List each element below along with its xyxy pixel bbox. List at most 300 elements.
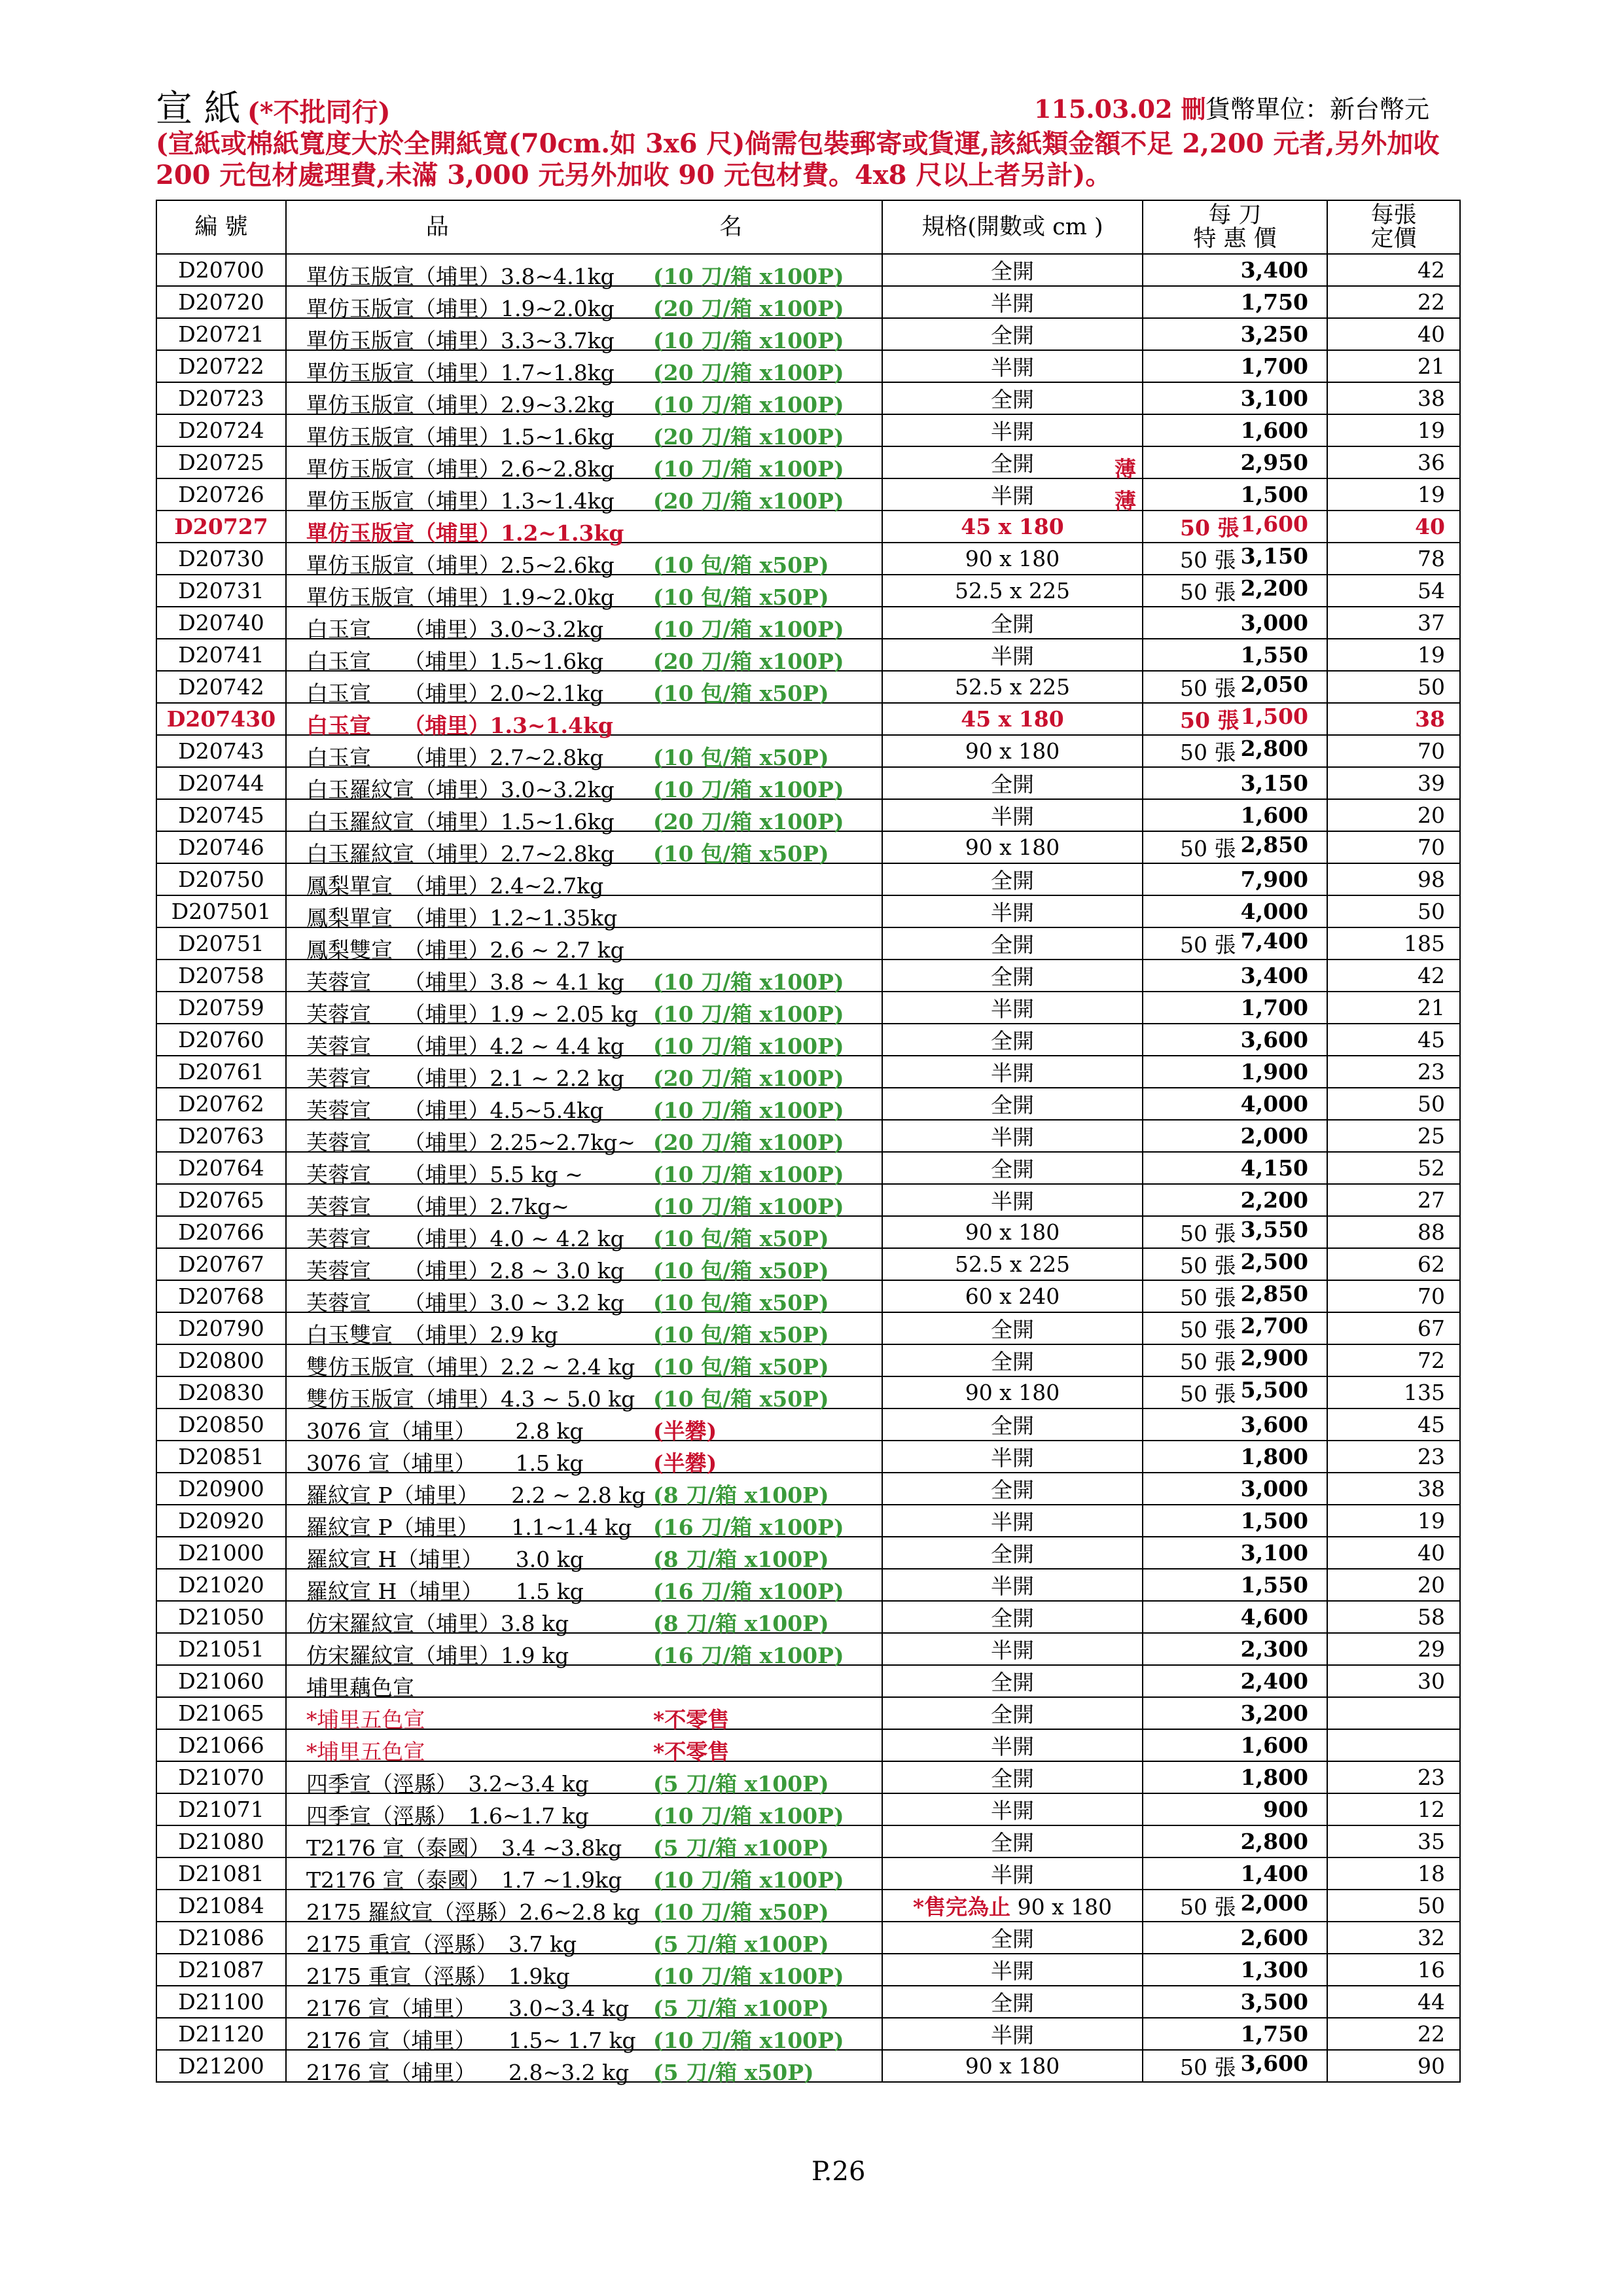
cell-price	[1143, 1986, 1327, 2018]
product-name: 羅紋宣 H（埔里） 3.0 kg	[306, 1547, 584, 1572]
cell-name	[286, 1793, 882, 1829]
cell-unit-price: 45	[1327, 1408, 1460, 1441]
cell-name	[286, 1248, 882, 1283]
cell-name	[286, 863, 882, 899]
spec-value: 半開	[991, 996, 1034, 1022]
cell-price	[1143, 1825, 1327, 1857]
price-value: 2,850	[1240, 832, 1308, 857]
cell-unit-price: 22	[1327, 286, 1460, 318]
cell-spec	[882, 1184, 1143, 1216]
price-wrap	[1147, 610, 1323, 636]
cell-unit-price: 70	[1327, 831, 1460, 863]
cell-spec	[882, 446, 1143, 478]
table-row	[156, 350, 1460, 382]
cell-name	[286, 382, 882, 418]
cell-unit-price	[1327, 1697, 1460, 1729]
price-value: 3,500	[1240, 1989, 1308, 2015]
cell-code: D20764	[156, 1152, 286, 1184]
product-name: 雙仿玉版宣（埔里）2.2 ~ 2.4 kg	[306, 1354, 635, 1380]
table-row	[156, 799, 1460, 831]
cell-spec	[882, 1697, 1143, 1729]
price-value: 3,550	[1240, 1217, 1308, 1242]
cell-code: D21071	[156, 1793, 286, 1825]
price-wrap	[1147, 928, 1323, 959]
spec-value: 半開	[991, 1862, 1034, 1888]
cell-price	[1143, 1216, 1327, 1248]
cell-unit-price: 40	[1327, 511, 1460, 543]
pack-info: (10 刀/箱 x100P)	[653, 456, 844, 482]
currency-unit: 貨幣單位：新台幣元	[1205, 95, 1430, 124]
price-value: 4,600	[1240, 1604, 1308, 1630]
cell-name	[286, 1922, 882, 1957]
spec-value: 全開	[991, 1413, 1034, 1439]
cell-unit-price: 21	[1327, 992, 1460, 1024]
cell-price	[1143, 639, 1327, 671]
spec-value: 半開	[991, 1958, 1034, 1984]
product-name: 白玉羅紋宣（埔里）1.5~1.6kg	[306, 809, 615, 834]
cell-spec	[882, 1024, 1143, 1056]
cell-spec	[882, 1761, 1143, 1793]
price-value: 3,250	[1240, 321, 1308, 347]
product-name: 芙蓉宣 （埔里）1.9 ~ 2.05 kg	[306, 1001, 638, 1027]
cell-code: D21120	[156, 2018, 286, 2050]
pack-info: (10 包/箱 x50P)	[653, 1386, 829, 1412]
pack-info: (20 刀/箱 x100P)	[653, 360, 844, 386]
product-name: 白玉宣 （埔里）2.0~2.1kg	[306, 681, 604, 706]
spec-value: 全開	[991, 868, 1034, 893]
cell-spec	[882, 414, 1143, 446]
cell-name	[286, 1120, 882, 1155]
product-name: 單仿玉版宣（埔里）1.9~2.0kg	[306, 296, 615, 321]
price-wrap	[1147, 642, 1323, 668]
cell-code: D20726	[156, 478, 286, 511]
price-wrap	[1147, 802, 1323, 828]
cell-code: D20768	[156, 1280, 286, 1312]
pack-info: (10 刀/箱 x100P)	[653, 1867, 844, 1893]
cell-spec	[882, 1216, 1143, 1248]
table-row	[156, 1697, 1460, 1729]
pack-info: (10 包/箱 x50P)	[653, 1226, 829, 1251]
cell-price	[1143, 414, 1327, 446]
spec-value: 半開	[991, 1124, 1034, 1150]
pack-info: (16 刀/箱 x100P)	[653, 1515, 844, 1540]
price-value: 5,500	[1240, 1377, 1308, 1403]
cell-code: D20762	[156, 1088, 286, 1120]
product-name: 2175 羅紋宣（涇縣）2.6~2.8 kg	[306, 1899, 640, 1925]
cell-code: D20750	[156, 863, 286, 895]
spec-value: 半開	[991, 1638, 1034, 1663]
table-row	[156, 1216, 1460, 1248]
cell-spec	[882, 1408, 1143, 1441]
cell-price	[1143, 1505, 1327, 1537]
table-row	[156, 1825, 1460, 1857]
cell-unit-price: 98	[1327, 863, 1460, 895]
cell-code: D21020	[156, 1569, 286, 1601]
cell-code: D20830	[156, 1376, 286, 1408]
product-name: 白玉宣 （埔里）2.7~2.8kg	[306, 745, 604, 770]
cell-spec	[882, 992, 1143, 1024]
pack-info: (16 刀/箱 x100P)	[653, 1579, 844, 1604]
product-name: 單仿玉版宣（埔里）1.2~1.3kg	[306, 520, 624, 546]
cell-code: D21081	[156, 1857, 286, 1890]
price-qty: 50 張	[1180, 2054, 1236, 2080]
spec-value: 90 x 180	[965, 546, 1060, 571]
cell-spec	[882, 511, 1143, 543]
product-name: 白玉羅紋宣（埔里）3.0~3.2kg	[306, 777, 615, 802]
spec-value: 半開	[991, 291, 1034, 316]
table-row	[156, 1344, 1460, 1376]
table-row	[156, 254, 1460, 286]
cell-spec	[882, 1633, 1143, 1665]
header-spec: 規格(開數或 cm )	[882, 200, 1143, 254]
table-row	[156, 1857, 1460, 1890]
price-wrap	[1147, 1412, 1323, 1437]
cell-code: D20723	[156, 382, 286, 414]
table-row	[156, 703, 1460, 735]
price-qty: 50 張	[1180, 740, 1236, 765]
cell-code: D21051	[156, 1633, 286, 1665]
price-qty: 50 張	[1180, 1253, 1236, 1278]
cell-spec	[882, 1569, 1143, 1601]
price-wrap	[1147, 1377, 1323, 1408]
pack-info: (10 包/箱 x50P)	[653, 681, 829, 706]
pack-info: (10 刀/箱 x100P)	[653, 969, 844, 995]
cell-code: D21087	[156, 1954, 286, 1986]
spec-value: 全開	[991, 1670, 1034, 1695]
table-row	[156, 1761, 1460, 1793]
cell-price	[1143, 1152, 1327, 1184]
product-name: 單仿玉版宣（埔里）3.3~3.7kg	[306, 328, 615, 353]
cell-name	[286, 1986, 882, 2021]
cell-price	[1143, 1280, 1327, 1312]
cell-price	[1143, 2050, 1327, 2082]
price-value: 3,600	[1240, 1027, 1308, 1052]
price-qty: 50 張	[1180, 675, 1236, 701]
price-wrap	[1147, 704, 1323, 734]
price-value: 3,400	[1240, 963, 1308, 988]
cell-spec	[882, 1601, 1143, 1633]
cell-spec	[882, 1922, 1143, 1954]
spec-value: 半開	[991, 643, 1034, 669]
cell-unit-price: 62	[1327, 1248, 1460, 1280]
cell-unit-price: 42	[1327, 254, 1460, 286]
cell-name	[286, 1537, 882, 1572]
pack-info: (20 刀/箱 x100P)	[653, 424, 844, 450]
cell-name	[286, 1408, 882, 1444]
price-wrap	[1147, 1700, 1323, 1726]
spec-value: 全開	[991, 323, 1034, 348]
product-name: 單仿玉版宣（埔里）2.6~2.8kg	[306, 456, 615, 482]
cell-code: D20800	[156, 1344, 286, 1376]
spec-value: 45 x 180	[961, 514, 1064, 539]
cell-price	[1143, 1601, 1327, 1633]
spec-value: 全開	[991, 451, 1034, 476]
price-wrap	[1147, 1861, 1323, 1886]
product-name: 羅紋宣 H（埔里） 1.5 kg	[306, 1579, 584, 1604]
pack-info: (10 刀/箱 x100P)	[653, 328, 844, 353]
product-name: 白玉宣 （埔里）1.3~1.4kg	[306, 713, 613, 738]
cell-name	[286, 671, 882, 706]
cell-unit-price: 32	[1327, 1922, 1460, 1954]
price-wrap	[1147, 1249, 1323, 1280]
cell-name	[286, 1056, 882, 1091]
cell-code: D21200	[156, 2050, 286, 2082]
product-name: 四季宣（涇縣） 3.2~3.4 kg	[306, 1771, 589, 1797]
pack-info: *不零售	[653, 1707, 730, 1732]
cell-price	[1143, 1890, 1327, 1922]
price-value: 3,600	[1240, 1412, 1308, 1437]
cell-unit-price: 27	[1327, 1184, 1460, 1216]
pack-info: (10 刀/箱 x100P)	[653, 617, 844, 642]
product-name: 四季宣（涇縣） 1.6~1.7 kg	[306, 1803, 589, 1829]
table-row	[156, 1954, 1460, 1986]
cell-name	[286, 1697, 882, 1732]
price-value: 1,500	[1240, 704, 1308, 729]
cell-unit-price: 44	[1327, 1986, 1460, 2018]
pack-info: (10 包/箱 x50P)	[653, 584, 829, 610]
cell-price	[1143, 927, 1327, 960]
header-name-2: 名	[719, 214, 743, 240]
cell-unit-price: 50	[1327, 1088, 1460, 1120]
header-unit-2: 定價	[1370, 226, 1417, 252]
price-wrap	[1147, 867, 1323, 892]
price-wrap	[1147, 1123, 1323, 1149]
price-value: 2,200	[1240, 1187, 1308, 1213]
price-table	[156, 200, 1461, 2083]
product-name: 單仿玉版宣（埔里）1.7~1.8kg	[306, 360, 615, 386]
cell-name	[286, 992, 882, 1027]
price-wrap	[1147, 1155, 1323, 1181]
cell-unit-price: 40	[1327, 318, 1460, 350]
price-wrap	[1147, 1476, 1323, 1501]
cell-spec	[882, 927, 1143, 960]
table-row	[156, 671, 1460, 703]
cell-code: D20730	[156, 543, 286, 575]
price-qty: 50 張	[1180, 547, 1236, 573]
table-row	[156, 1986, 1460, 2018]
cell-spec	[882, 1248, 1143, 1280]
cell-unit-price: 29	[1327, 1633, 1460, 1665]
price-value: 1,550	[1240, 1572, 1308, 1598]
cell-spec	[882, 671, 1143, 703]
product-name: 芙蓉宣 （埔里）4.0 ~ 4.2 kg	[306, 1226, 624, 1251]
cell-price	[1143, 1056, 1327, 1088]
spec-value: 半開	[991, 2022, 1034, 2048]
cell-code: D20743	[156, 735, 286, 767]
pack-info: *不零售	[653, 1739, 730, 1765]
cell-unit-price: 50	[1327, 1890, 1460, 1922]
price-value: 2,800	[1240, 736, 1308, 761]
spec-value: 全開	[991, 1830, 1034, 1856]
price-wrap	[1147, 1636, 1323, 1662]
table-row	[156, 1152, 1460, 1184]
cell-spec	[882, 607, 1143, 639]
table-row	[156, 607, 1460, 639]
cell-code: D20766	[156, 1216, 286, 1248]
cell-name	[286, 1024, 882, 1059]
spec-value: 90 x 180	[1017, 1894, 1113, 1920]
cell-price	[1143, 511, 1327, 543]
cell-price	[1143, 1857, 1327, 1890]
spec-value: 全開	[991, 1605, 1034, 1631]
price-value: 1,300	[1240, 1957, 1308, 1982]
cell-name	[286, 607, 882, 642]
product-name: 白玉宣 （埔里）1.5~1.6kg	[306, 649, 604, 674]
table-row	[156, 1633, 1460, 1665]
cell-price	[1143, 254, 1327, 286]
cell-code: D20765	[156, 1184, 286, 1216]
pack-info: (10 包/箱 x50P)	[653, 1322, 829, 1348]
table-row	[156, 639, 1460, 671]
cell-unit-price: 25	[1327, 1120, 1460, 1152]
cell-name	[286, 895, 882, 931]
header-name-1: 品	[425, 214, 449, 240]
price-wrap	[1147, 450, 1323, 475]
cell-name	[286, 414, 882, 450]
price-value: 3,100	[1240, 386, 1308, 411]
cell-name	[286, 1857, 882, 1893]
cell-price	[1143, 1441, 1327, 1473]
cell-spec	[882, 1665, 1143, 1697]
page-title	[156, 80, 391, 132]
pack-info: (20 刀/箱 x100P)	[653, 1066, 844, 1091]
table-row	[156, 1441, 1460, 1473]
price-wrap	[1147, 1059, 1323, 1085]
pack-info: (5 刀/箱 x100P)	[653, 1771, 829, 1797]
cell-price	[1143, 446, 1327, 478]
cell-name	[286, 735, 882, 770]
price-value: 1,550	[1240, 642, 1308, 668]
price-wrap	[1147, 963, 1323, 988]
pack-info: (10 刀/箱 x50P)	[653, 1899, 829, 1925]
pack-info: (8 刀/箱 x100P)	[653, 1482, 829, 1508]
cell-spec	[882, 960, 1143, 992]
product-name: 2176 宣（埔里） 2.8~3.2 kg	[306, 2060, 630, 2085]
cell-name	[286, 2050, 882, 2085]
price-value: 1,500	[1240, 1508, 1308, 1534]
cell-code: D21070	[156, 1761, 286, 1793]
cell-spec	[882, 1344, 1143, 1376]
cell-spec	[882, 1505, 1143, 1537]
title-subtitle: (*不批同行)	[247, 97, 391, 128]
spec-value: 全開	[991, 1541, 1034, 1567]
price-value: 4,150	[1240, 1155, 1308, 1181]
price-value: 2,900	[1240, 1345, 1308, 1371]
cell-price	[1143, 735, 1327, 767]
cell-price	[1143, 1697, 1327, 1729]
cell-price	[1143, 767, 1327, 799]
cell-code: D20746	[156, 831, 286, 863]
cell-name	[286, 1312, 882, 1348]
cell-code: D21100	[156, 1986, 286, 2018]
table-row	[156, 831, 1460, 863]
cell-price	[1143, 478, 1327, 511]
page-number: P.26	[812, 2157, 866, 2187]
cell-price	[1143, 1408, 1327, 1441]
price-wrap	[1147, 1187, 1323, 1213]
price-value: 2,300	[1240, 1636, 1308, 1662]
price-wrap	[1147, 770, 1323, 796]
table-row	[156, 927, 1460, 960]
spec-value: 90 x 180	[965, 738, 1060, 764]
price-value: 3,150	[1240, 770, 1308, 796]
product-name: 鳳梨單宣 （埔里）2.4~2.7kg	[306, 873, 604, 899]
product-name: 芙蓉宣 （埔里）2.1 ~ 2.2 kg	[306, 1066, 624, 1091]
cell-price	[1143, 1376, 1327, 1408]
cell-name	[286, 927, 882, 963]
spec-value: 90 x 180	[965, 1219, 1060, 1245]
table-row	[156, 1569, 1460, 1601]
price-value: 2,000	[1240, 1890, 1308, 1916]
spec-value: 全開	[991, 259, 1034, 284]
price-wrap	[1147, 1540, 1323, 1566]
price-qty: 50 張	[1180, 1285, 1236, 1310]
product-name: 2176 宣（埔里） 1.5~ 1.7 kg	[306, 2028, 636, 2053]
cell-unit-price: 19	[1327, 414, 1460, 446]
cell-name	[286, 1729, 882, 1765]
price-value: 3,100	[1240, 1540, 1308, 1566]
cell-spec	[882, 543, 1143, 575]
spec-value: 全開	[991, 1157, 1034, 1182]
cell-price	[1143, 286, 1327, 318]
cell-unit-price: 135	[1327, 1376, 1460, 1408]
title-text: 宣 紙	[156, 88, 241, 130]
cell-unit-price: 58	[1327, 1601, 1460, 1633]
price-value: 2,050	[1240, 672, 1308, 697]
cell-spec	[882, 895, 1143, 927]
spec-value: 52.5 x 225	[954, 1251, 1071, 1277]
cell-price	[1143, 831, 1327, 863]
cell-unit-price: 70	[1327, 1280, 1460, 1312]
product-name: T2176 宣（泰國） 1.7 ~1.9kg	[306, 1867, 622, 1893]
cell-spec	[882, 2018, 1143, 2050]
spec-value: 半開	[991, 483, 1034, 509]
spec-value: 全開	[991, 964, 1034, 990]
cell-code: D21000	[156, 1537, 286, 1569]
cell-unit-price: 52	[1327, 1152, 1460, 1184]
cell-code: D21080	[156, 1825, 286, 1857]
cell-unit-price: 38	[1327, 703, 1460, 735]
spec-value: 半開	[991, 1060, 1034, 1086]
price-value: 1,800	[1240, 1765, 1308, 1790]
price-value: 1,400	[1240, 1861, 1308, 1886]
table-row	[156, 1665, 1460, 1697]
cell-name	[286, 511, 882, 546]
price-wrap	[1147, 1313, 1323, 1344]
cell-name	[286, 1184, 882, 1219]
cell-code: D21086	[156, 1922, 286, 1954]
table-row	[156, 1601, 1460, 1633]
cell-name	[286, 318, 882, 353]
cell-spec	[882, 2050, 1143, 2082]
price-qty: 50 張	[1180, 1381, 1236, 1407]
cell-code: D20700	[156, 254, 286, 286]
product-name: 仿宋羅紋宣（埔里）1.9 kg	[306, 1643, 569, 1668]
pack-info: (半礬)	[653, 1450, 717, 1476]
cell-price	[1143, 607, 1327, 639]
cell-price	[1143, 1633, 1327, 1665]
spec-value: 半開	[991, 419, 1034, 444]
product-name: 白玉雙宣 （埔里）2.9 kg	[306, 1322, 558, 1348]
product-name: 芙蓉宣 （埔里）2.25~2.7kg~	[306, 1130, 635, 1155]
product-name: T2176 宣（泰國） 3.4 ~3.8kg	[306, 1835, 622, 1861]
cell-price	[1143, 1088, 1327, 1120]
cell-price	[1143, 575, 1327, 607]
product-name: 2175 重宣（涇縣） 1.9kg	[306, 1964, 570, 1989]
header-unit	[1327, 200, 1460, 254]
cell-price	[1143, 1729, 1327, 1761]
price-qty: 50 張	[1180, 1894, 1236, 1920]
